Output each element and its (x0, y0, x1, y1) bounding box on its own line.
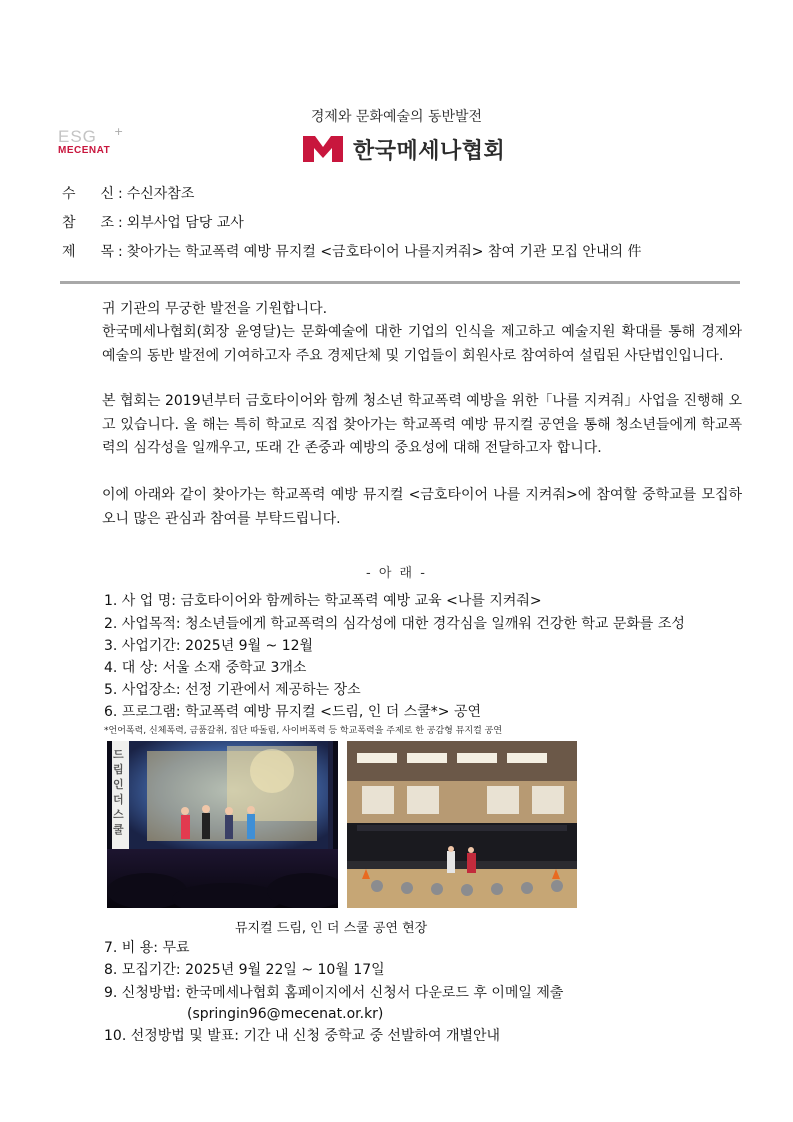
meta-reference (62, 213, 244, 233)
meta-subject (62, 242, 641, 262)
stage-performance-photo (107, 741, 338, 908)
list-item: 4. 대 상: 서울 소재 중학교 3개소 (104, 660, 307, 676)
contact-email: (springin96@mecenat.or.kr) (187, 1006, 384, 1022)
program-note: *언어폭력, 신체폭력, 금품갈취, 집단 따돌림, 사이버폭력 등 학교폭력을 주제로 한 공감형 뮤지컬 공연 (104, 726, 503, 736)
meta-label-char: 참 (62, 215, 76, 231)
meta-label-char: 수 (62, 186, 76, 202)
meta-label (62, 213, 114, 233)
org-logo (303, 134, 505, 164)
stage-banner-text: 드림 인 더 스쿨 (113, 748, 124, 836)
list-item: 5. 사업장소: 선정 기관에서 제공하는 장소 (104, 682, 361, 698)
meta-value: 찾아가는 학교폭력 예방 뮤지컬 <금호타이어 나를지켜줘> 참여 기관 모집 안내의 件 (126, 244, 642, 260)
gym-audience-photo (347, 741, 577, 908)
list-item: 2. 사업목적: 청소년들에게 학교폭력의 심각성에 대한 경각심을 일깨워 건강한 학교 문화를 조성 (104, 616, 685, 632)
org-logo-text: 한국메세나협회 (353, 138, 506, 164)
meta-label-char: 조 (100, 215, 114, 231)
list-item: 6. 프로그램: 학교폭력 예방 뮤지컬 <드림, 인 더 스쿨*> 공연 (104, 704, 482, 720)
photo-caption: 뮤지컬 드림, 인 더 스쿨 공연 현장 (235, 921, 428, 936)
header-tagline: 경제와 문화예술의 동반발전 (310, 109, 483, 125)
meta-value: 수신자참조 (126, 186, 195, 202)
meta-label (62, 184, 114, 204)
list-item: 3. 사업기간: 2025년 9월 ~ 12월 (104, 638, 314, 654)
meta-separator: : (118, 215, 123, 231)
meta-label-char: 제 (62, 244, 76, 260)
list-item: 7. 비 용: 무료 (104, 940, 190, 956)
meta-label (62, 242, 114, 262)
mecenat-mark-icon (303, 136, 343, 162)
esg-plus-icon: + (114, 125, 124, 138)
list-item: 9. 신청방법: 한국메세나협회 홈페이지에서 신청서 다운로드 후 이메일 제출 (104, 985, 564, 1001)
esg-logo-word: ESG (58, 127, 97, 146)
header-divider (60, 281, 740, 284)
meta-value: 외부사업 담당 교사 (126, 215, 244, 231)
meta-label-char: 신 (100, 186, 114, 202)
project-paragraph: 본 협회는 2019년부터 금호타이어와 함께 청소년 학교폭력 예방을 위한「나를 지켜줘」사업을 진행해 오고 있습니다. 올 해는 특히 학교로 직접 찾아가는 학교폭력 예방 뮤지컬 공연을 통해 청소년들에게 학교폭력의 심각성을 일깨우고, 또래 간 존중과 예방의 중요성에 대해 전달하고자 합니다. (102, 393, 743, 456)
meta-separator: : (118, 186, 123, 202)
esg-logo-sub: MECENAT (58, 145, 111, 156)
esg-mecenat-logo (58, 125, 128, 160)
meta-recipient (62, 184, 194, 204)
section-title: - 아 래 - (366, 566, 427, 581)
greeting-paragraph: 귀 기관의 무궁한 발전을 기원합니다. (102, 301, 328, 317)
list-item: 10. 선정방법 및 발표: 기간 내 신청 중학교 중 선발하여 개별안내 (104, 1028, 501, 1044)
request-paragraph: 이에 아래와 같이 찾아가는 학교폭력 예방 뮤지컬 <금호타이어 나를 지켜줘>에 참여할 중학교를 모집하오니 많은 관심과 참여를 부탁드립니다. (102, 487, 742, 527)
meta-label-char: 목 (100, 244, 114, 260)
meta-separator: : (118, 244, 123, 260)
intro-paragraph: 한국메세나협회(회장 윤영달)는 문화예술에 대한 기업의 인식을 제고하고 예술지원 확대를 통해 경제와 예술의 동반 발전에 기여하고자 주요 경제단체 및 기업들이 회원사로 참여하여 설립된 사단법인입니다. (102, 324, 742, 364)
list-item: 1. 사 업 명: 금호타이어와 함께하는 학교폭력 예방 교육 <나를 지켜줘> (104, 593, 542, 609)
list-item: 8. 모집기간: 2025년 9월 22일 ~ 10월 17일 (104, 962, 385, 978)
